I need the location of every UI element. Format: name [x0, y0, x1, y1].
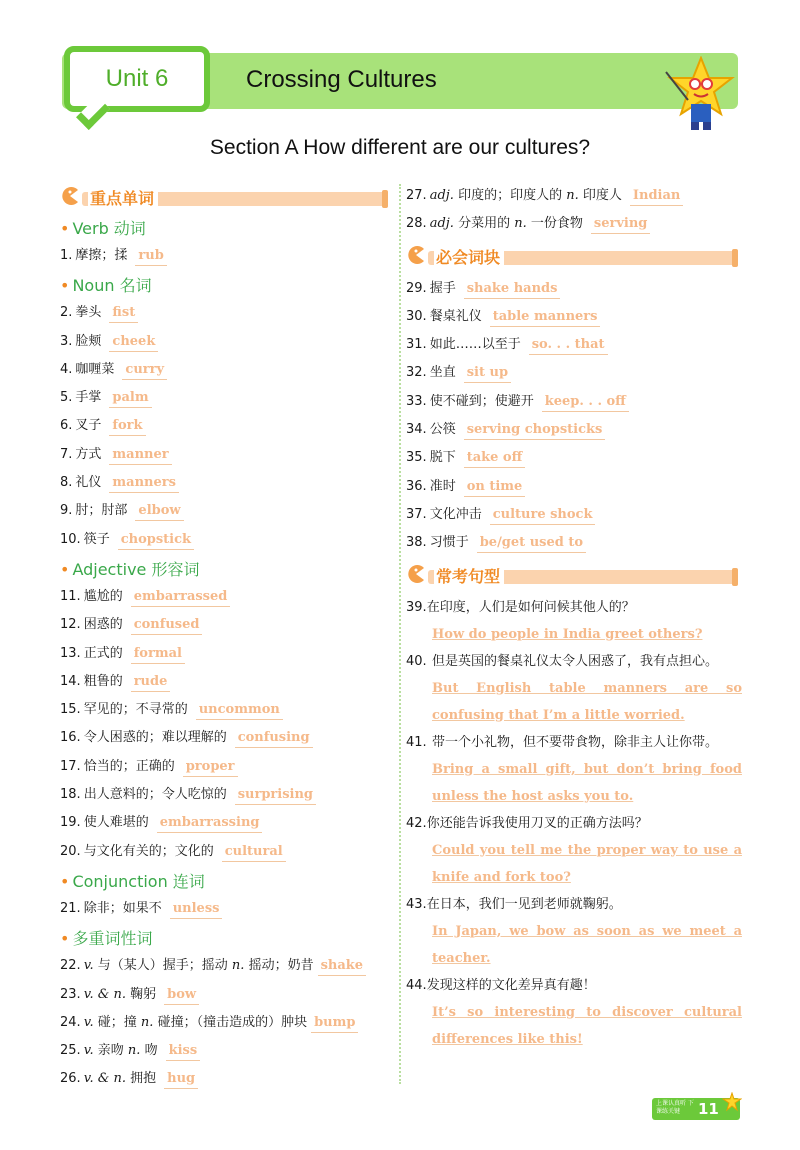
answer: But English table manners are so confusing that I’m a little worried. [432, 680, 742, 723]
sentence-entry: 40. 但是英国的餐桌礼仪太令人困惑了，我有点担心。 But English table manners are so confusing that I’m a little worried. [406, 648, 742, 729]
answer: elbow [135, 502, 183, 521]
answer: cheek [109, 333, 158, 352]
unit-label: Unit 6 [105, 65, 169, 92]
category-title: 常考句型 [434, 564, 504, 587]
answer: culture shock [490, 506, 596, 525]
answer: chopstick [118, 531, 194, 550]
word-entry: 17. 恰当的；正确的 proper [60, 753, 392, 781]
word-entry: 27. adj. 印度的；印度人的 n. 印度人 Indian [406, 182, 742, 210]
word-entry: 3. 脸颊 cheek [60, 328, 392, 356]
left-column [60, 180, 392, 1094]
word-entry: 10. 筷子 chopstick [60, 526, 392, 554]
pacman-icon [406, 245, 426, 265]
phrase-entry: 34. 公筷 serving chopsticks [406, 416, 742, 444]
answer: take off [464, 449, 526, 468]
right-column [406, 182, 742, 1053]
answer: Could you tell me the proper way to use a knife and fork too? [432, 842, 742, 885]
pos-heading-verb: • Verb 动词 [60, 219, 146, 238]
category-header-sentences [406, 564, 742, 586]
answer: on time [464, 478, 526, 497]
answer: rub [135, 247, 166, 266]
phrase-entry: 31. 如此……以至于 so. . . that [406, 331, 742, 359]
phrase-entry: 37. 文化冲击 culture shock [406, 501, 742, 529]
word-entry: 14. 粗鲁的 rude [60, 668, 392, 696]
word-entry: 16. 令人困惑的；难以理解的 confusing [60, 724, 392, 752]
phrase-entry: 35. 脱下 take off [406, 444, 742, 472]
answer: confusing [235, 729, 313, 748]
answer: bump [311, 1014, 358, 1033]
word-entry: 22. v. 与（某人）握手；摇动 n. 摇动；奶昔 shake [60, 952, 392, 980]
answer: fork [109, 417, 145, 436]
answer: cultural [222, 843, 286, 862]
phrase-entry: 30. 餐桌礼仪 table manners [406, 303, 742, 331]
phrase-entry: 33. 使不碰到；使避开 keep. . . off [406, 388, 742, 416]
word-entry: 8. 礼仪 manners [60, 469, 392, 497]
pos-heading-noun: • Noun 名词 [60, 276, 152, 296]
answer: rude [131, 673, 171, 692]
word-entry: 21. 除非；如果不 unless [60, 895, 392, 923]
unit-title: Crossing Cultures [246, 66, 437, 93]
answer: surprising [235, 786, 316, 805]
answer: Indian [630, 187, 683, 206]
word-entry: 4. 咖喱菜 curry [60, 356, 392, 384]
pos-heading-conjunction: • Conjunction 连词 [60, 871, 205, 891]
category-title: 必会词块 [434, 245, 504, 268]
footer-slogan: 上课认真听 下课练关键 [656, 1100, 694, 1115]
answer: bow [164, 986, 199, 1005]
phrase-entry: 38. 习惯于 be/get used to [406, 529, 742, 557]
word-entry: 12. 困惑的 confused [60, 611, 392, 639]
column-divider [399, 184, 401, 1084]
answer: fist [109, 304, 138, 323]
sentence-entry: 39.在印度，人们是如何问候其他人的？ How do people in India greet others? [406, 594, 742, 648]
answer: keep. . . off [542, 393, 629, 412]
word-entry: 13. 正式的 formal [60, 640, 392, 668]
word-entry: 20. 与文化有关的；文化的 cultural [60, 838, 392, 866]
pos-heading-multi: • 多重词性词 [60, 929, 153, 949]
word-entry: 19. 使人难堪的 embarrassing [60, 809, 392, 837]
answer: table manners [490, 308, 601, 327]
word-entry: 9. 肘；肘部 elbow [60, 497, 392, 525]
phrase-entry: 36. 准时 on time [406, 473, 742, 501]
answer: be/get used to [477, 534, 586, 553]
word-entry: 5. 手掌 palm [60, 384, 392, 412]
answer: manner [109, 446, 171, 465]
word-entry: 26. v. & n. 拥抱 hug [60, 1065, 392, 1093]
word-entry: 6. 叉子 fork [60, 412, 392, 440]
word-entry: 28. adj. 分菜用的 n. 一份食物 serving [406, 210, 742, 238]
sentence-entry: 43.在日本，我们一见到老师就鞠躬。 In Japan, we bow as soon as we meet a teacher. [406, 891, 742, 972]
word-entry: 2. 拳头 fist [60, 299, 392, 327]
word-entry: 23. v. & n. 鞠躬 bow [60, 981, 392, 1009]
answer: serving [591, 215, 650, 234]
pos-heading-adjective: • Adjective 形容词 [60, 559, 200, 579]
answer: shake hands [464, 280, 561, 299]
sentence-entry: 41. 带一个小礼物，但不要带食物，除非主人让你带。 Bring a small gift, but don’t bring food unless the host asks you to. [406, 729, 742, 810]
answer: It’s so interesting to discover cultural differences like this! [432, 1004, 742, 1047]
answer: embarrassing [157, 814, 263, 833]
answer: confused [131, 616, 203, 635]
category-header-words [60, 186, 392, 208]
unit-badge [64, 46, 210, 112]
word-entry: 15. 罕见的；不寻常的 uncommon [60, 696, 392, 724]
answer: curry [122, 361, 167, 380]
pacman-icon [406, 564, 426, 584]
answer: Bring a small gift, but don’t bring food unless the host asks you to. [432, 761, 742, 804]
word-entry: 25. v. 亲吻 n. 吻 kiss [60, 1037, 392, 1065]
answer: formal [131, 645, 185, 664]
pacman-icon [60, 186, 80, 206]
answer: sit up [464, 364, 511, 383]
sentence-entry: 42.你还能告诉我使用刀叉的正确方法吗？ Could you tell me the proper way to use a knife and fork too? [406, 810, 742, 891]
answer: proper [183, 758, 238, 777]
phrase-entry: 32. 坐直 sit up [406, 359, 742, 387]
answer: kiss [166, 1042, 201, 1061]
page-footer [652, 1098, 740, 1120]
star-mascot-icon [664, 56, 738, 132]
answer: shake [318, 957, 366, 976]
category-header-phrases [406, 245, 742, 267]
answer: embarrassed [131, 588, 231, 607]
answer: In Japan, we bow as soon as we meet a teacher. [432, 923, 742, 966]
page-number: 11 [698, 1100, 719, 1118]
phrase-entry: 29. 握手 shake hands [406, 275, 742, 303]
answer: unless [170, 900, 223, 919]
sentence-entry: 44.发现这样的文化差异真有趣！ It’s so interesting to discover cultural differences like this! [406, 972, 742, 1053]
word-entry: 11. 尴尬的 embarrassed [60, 583, 392, 611]
answer: uncommon [196, 701, 283, 720]
word-entry: 24. v. 碰；撞 n. 碰撞；（撞击造成的）肿块 bump [60, 1009, 392, 1037]
category-title: 重点单词 [88, 186, 158, 209]
star-mascot-icon [722, 1092, 742, 1112]
answer: palm [109, 389, 151, 408]
word-entry: 18. 出人意料的；令人吃惊的 surprising [60, 781, 392, 809]
word-entry: 7. 方式 manner [60, 441, 392, 469]
answer: serving chopsticks [464, 421, 606, 440]
section-title: Section A How different are our cultures? [209, 136, 591, 159]
answer: How do people in India greet others? [432, 626, 703, 642]
answer: manners [109, 474, 179, 493]
word-entry: 1. 摩擦；揉 rub [60, 242, 392, 270]
answer: so. . . that [529, 336, 608, 355]
answer: hug [164, 1070, 198, 1089]
